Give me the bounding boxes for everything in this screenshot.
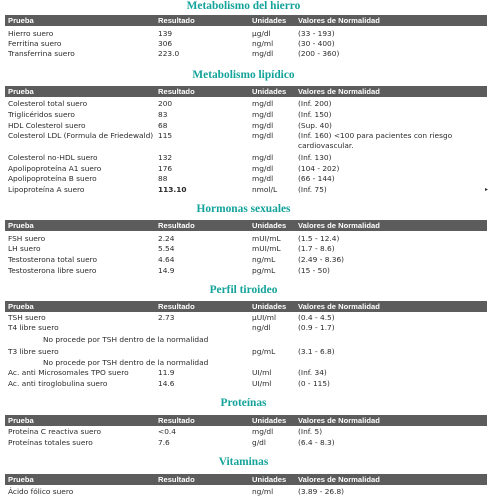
test-range: (Inf. 150) [298,110,332,119]
test-unit: mg/dl [252,427,274,436]
test-unit: mg/dl [252,121,274,130]
test-name: Hierro suero [8,29,54,38]
col-prueba: Prueba [8,221,34,230]
test-result: 132 [158,153,173,162]
test-unit: mg/dl [252,99,274,108]
col-valores: Valores de Normalidad [298,416,380,425]
note-text: No procede por TSH dentro de la normalidad [43,358,209,367]
test-unit: nmol/L [252,185,278,194]
test-range: (1.5 - 12.4) [298,234,340,243]
col-valores: Valores de Normalidad [298,475,380,484]
test-unit: g/dl [252,438,266,447]
test-range: (1.7 - 8.6) [298,244,335,253]
test-range: (15 - 50) [298,266,330,275]
col-unidades: Unidades [252,416,287,425]
test-unit: ng/dl [252,323,271,332]
test-range: (Inf. 160) <100 para pacientes con riesgo cardiovascular. [298,131,453,150]
test-result: 68 [158,121,168,130]
test-unit: mg/dl [252,174,274,183]
test-range: (3.89 - 26.8) [298,487,345,496]
col-unidades: Unidades [252,16,287,25]
test-result: 2.73 [158,313,175,322]
test-name: Triglicéridos suero [8,110,75,119]
section-title-vitaminas: Vitaminas [218,456,269,468]
test-name: Testosterona total suero [8,255,98,264]
test-range: (66 - 144) [298,174,335,183]
table-header [5,301,487,312]
section-title-hormonas: Hormonas sexuales [196,203,291,215]
test-range: (0.9 - 1.7) [298,323,335,332]
test-result: 200 [158,99,173,108]
test-name: T4 libre suero [8,323,59,332]
col-resultado: Resultado [158,221,195,230]
table-header [5,474,487,485]
col-resultado: Resultado [158,87,195,96]
flag-arrow-icon: ▸ [485,186,488,193]
test-range: (6.4 - 8.3) [298,438,335,447]
test-range: (Inf. 200) [298,99,332,108]
test-result: 5.54 [158,244,175,253]
col-unidades: Unidades [252,302,287,311]
test-unit: mg/dl [252,153,274,162]
section-title-lipidico: Metabolismo lipídico [192,69,295,81]
test-range: (0.4 - 4.5) [298,313,335,322]
test-name: HDL Colesterol suero [8,121,86,130]
section-title-tiroideo: Perfil tiroideo [209,284,278,296]
test-range: (Inf. 75) [298,185,327,194]
test-result: 139 [158,29,173,38]
test-result: 14.6 [158,379,175,388]
test-name: Ac. anti Microsomales TPO suero [8,368,129,377]
test-unit: ng/mL [252,255,276,264]
col-resultado: Resultado [158,416,195,425]
test-unit: ng/ml [252,39,274,48]
section-title-proteinas: Proteínas [220,397,267,409]
test-unit: µg/dl [252,29,271,38]
test-unit: mg/dl [252,131,274,140]
test-unit: ng/ml [252,487,274,496]
test-result: 14.9 [158,266,175,275]
test-range: (0 - 115) [298,379,330,388]
test-result: 4.64 [158,255,175,264]
test-name: Proteína C reactiva suero [8,427,101,436]
test-result: 176 [158,164,173,173]
test-range: (Sup. 40) [298,121,332,130]
section-title-hierro: Metabolismo del hierro [186,0,301,12]
col-resultado: Resultado [158,16,195,25]
test-unit: pg/mL [252,347,276,356]
col-valores: Valores de Normalidad [298,16,380,25]
test-name: Colesterol no-HDL suero [8,153,98,162]
test-name: FSH suero [8,234,46,243]
test-range: (Inf. 5) [298,427,323,436]
test-name: Ferritina suero [8,39,62,48]
test-range: (33 - 193) [298,29,335,38]
col-prueba: Prueba [8,475,34,484]
test-unit: mg/dl [252,110,274,119]
col-valores: Valores de Normalidad [298,302,380,311]
test-unit: UI/ml [252,379,272,388]
test-name: LH suero [8,244,41,253]
col-prueba: Prueba [8,302,34,311]
col-resultado: Resultado [158,302,195,311]
test-range: (Inf. 34) [298,368,327,377]
note-text: No procede por TSH dentro de la normalidad [43,335,209,344]
col-prueba: Prueba [8,416,34,425]
col-resultado: Resultado [158,475,195,484]
test-name: T3 libre suero [8,347,59,356]
test-name: Lipoproteína A suero [8,185,85,194]
test-unit: mUI/mL [252,234,281,243]
test-range: (200 - 360) [298,49,340,58]
test-result: 83 [158,110,168,119]
table-header [5,220,487,231]
test-name: Testosterona libre suero [8,266,97,275]
test-unit: UI/ml [252,368,272,377]
col-unidades: Unidades [252,87,287,96]
col-unidades: Unidades [252,221,287,230]
test-unit: mg/dl [252,49,274,58]
col-prueba: Prueba [8,16,34,25]
test-name: Proteínas totales suero [8,438,93,447]
test-unit: µUI/ml [252,313,277,322]
test-range: (2.49 - 8.36) [298,255,345,264]
test-result: 11.9 [158,368,175,377]
col-valores: Valores de Normalidad [298,221,380,230]
test-result: 2.24 [158,234,175,243]
col-unidades: Unidades [252,475,287,484]
test-unit: mg/dl [252,164,274,173]
test-unit: mUI/mL [252,244,281,253]
table-header [5,86,487,97]
col-valores: Valores de Normalidad [298,87,380,96]
test-range: (30 - 400) [298,39,335,48]
table-header [5,415,487,426]
test-unit: pg/mL [252,266,276,275]
test-name: Ácido fólico suero [8,487,74,496]
test-result: 88 [158,174,168,183]
test-result: 7.6 [158,438,170,447]
col-prueba: Prueba [8,87,34,96]
test-result: 306 [158,39,173,48]
test-range: (104 - 202) [298,164,340,173]
test-name: TSH suero [8,313,46,322]
table-header [5,15,487,26]
test-name: Transferrina suero [8,49,75,58]
test-result: <0.4 [158,427,176,436]
test-result: 115 [158,131,173,140]
test-range: (Inf. 130) [298,153,332,162]
test-name: Colesterol LDL (Formula de Friedewald) [8,131,154,140]
test-name: Ac. anti tiroglobulina suero [8,379,108,388]
test-name: Colesterol total suero [8,99,88,108]
test-name: Apolipoproteína A1 suero [8,164,102,173]
test-result: 223.0 [158,49,180,58]
test-range: (3.1 - 6.8) [298,347,335,356]
test-name: Apolipoproteína B suero [8,174,97,183]
test-result-flagged: 113.10 [158,185,187,194]
